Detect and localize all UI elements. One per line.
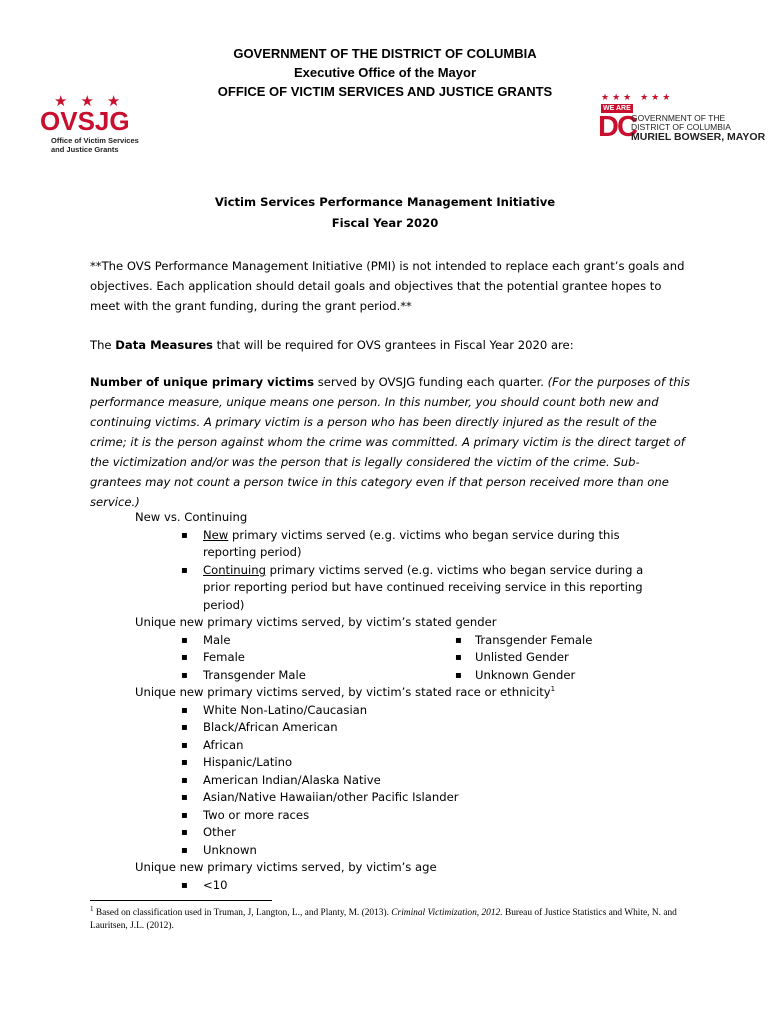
logo-tagline xyxy=(51,136,139,154)
new-underlined: New xyxy=(203,527,229,542)
dc-mayor-name: MURIEL BOWSER, MAYOR xyxy=(631,131,766,143)
unique-bold: Number of unique primary victims xyxy=(90,375,315,389)
footnote xyxy=(90,904,690,933)
dc-monogram: DC xyxy=(598,111,636,143)
list-item: ▪ Female xyxy=(135,649,453,667)
list-item: ▪ Unknown Gender xyxy=(453,667,653,685)
footnote-pre: Based on classification used in Truman, J, Langton, L., and Planty, M. (2013). xyxy=(93,908,392,918)
list-item-new xyxy=(135,527,655,562)
list-item: ▪ Two or more races xyxy=(135,807,655,825)
title-fiscal-year: Fiscal Year 2020 xyxy=(331,216,439,230)
unique-victims-paragraph xyxy=(90,372,690,512)
race-heading-text: Unique new primary victims served, by victim’s stated race or ethnicity xyxy=(135,685,551,699)
continuing-rest: primary victims served (e.g. victims who began service during a prior reporting period but have continued receiving service in this reporting period) xyxy=(203,562,644,612)
list-item: ▪ Male xyxy=(135,632,453,650)
list-item: ▪ Transgender Female xyxy=(453,632,653,650)
dc-flag-stars-icon: ★★★ ★★★ xyxy=(601,93,674,103)
we-are-badge: WE ARE xyxy=(603,105,631,112)
gender-heading: Unique new primary victims served, by victim’s stated gender xyxy=(135,615,497,629)
footnote-divider xyxy=(90,900,272,901)
footnote-post: Bureau of Justice Statistics and White, N. and Lauritsen, J.L. (2012). xyxy=(90,908,677,931)
gender-column-2 xyxy=(453,632,653,685)
footnote-ref: 1 xyxy=(550,685,556,694)
dc-gov-line1: GOVERNMENT OF THE xyxy=(631,113,726,123)
measures-prefix: The xyxy=(90,338,116,352)
age-heading: Unique new primary victims served, by victim’s age xyxy=(135,860,437,874)
list-item-continuing xyxy=(135,562,655,615)
gender-column-1 xyxy=(135,632,453,685)
measures-list xyxy=(135,509,655,894)
list-item: ▪ <10 xyxy=(135,877,655,895)
gender-columns xyxy=(135,632,655,685)
race-heading xyxy=(135,684,655,702)
ovsjg-logo xyxy=(40,92,170,156)
unique-italic: (For the purposes of this performance measure, unique means one person. In this number, you should count both new and continuing victims. A primary victim is a person who has been directly injured as the result of the crime; it is the person against whom the crime was committed. A primary victim is the direct target of the victimization and/or was the person that is legally considered the victim of the crime. Sub-grantees may not count a person twice in this category even if that person received more than one service.) xyxy=(90,375,690,509)
header-office-name: OFFICE OF VICTIM SERVICES AND JUSTICE GRANTS xyxy=(217,84,553,99)
list-item: ▪ American Indian/Alaska Native xyxy=(135,772,655,790)
footnote-number: 1 xyxy=(90,904,94,913)
list-item: ▪ White Non-Latino/Caucasian xyxy=(135,702,655,720)
list-item: ▪ Other xyxy=(135,824,655,842)
dc-gov-line2: DISTRICT OF COLUMBIA xyxy=(631,122,731,132)
list-item: ▪ Asian/Native Hawaiian/other Pacific Islander xyxy=(135,789,655,807)
logo-stars-icon: ★★★ xyxy=(54,92,134,110)
list-item: ▪ Unknown xyxy=(135,842,655,860)
list-item: ▪ Black/African American xyxy=(135,719,655,737)
unique-plain: served by OVSJG funding each quarter. xyxy=(314,375,548,389)
list-item: ▪ Unlisted Gender xyxy=(453,649,653,667)
document-title xyxy=(0,192,770,234)
list-item: ▪ Transgender Male xyxy=(135,667,453,685)
logo-tagline-line1: Office of Victim Services xyxy=(51,136,139,145)
header-executive-office: Executive Office of the Mayor xyxy=(293,65,477,80)
data-measures-paragraph xyxy=(90,335,690,355)
dc-government-logo xyxy=(598,93,766,152)
pmi-note-paragraph: **The OVS Performance Management Initiative (PMI) is not intended to replace each grant’s goals and objectives. Each application should detail goals and objectives that the potential grantee hopes to meet with the grant funding, during the grant period.** xyxy=(90,259,685,313)
new-rest: primary victims served (e.g. victims who began service during this reporting period) xyxy=(203,527,620,559)
list-item: ▪ African xyxy=(135,737,655,755)
footnote-italic: Criminal Victimization, 2012. xyxy=(391,908,503,918)
logo-tagline-line2: and Justice Grants xyxy=(51,145,119,154)
new-vs-continuing-heading: New vs. Continuing xyxy=(135,510,248,524)
title-initiative: Victim Services Performance Management Initiative xyxy=(214,195,556,209)
list-item: ▪ Hispanic/Latino xyxy=(135,754,655,772)
header-government: GOVERNMENT OF THE DISTRICT OF COLUMBIA xyxy=(233,46,537,61)
continuing-underlined: Continuing xyxy=(203,562,266,577)
logo-wordmark: OVSJG xyxy=(40,106,130,136)
measures-bold: Data Measures xyxy=(115,338,213,352)
measures-suffix: that will be required for OVS grantees in Fiscal Year 2020 are: xyxy=(212,338,574,352)
